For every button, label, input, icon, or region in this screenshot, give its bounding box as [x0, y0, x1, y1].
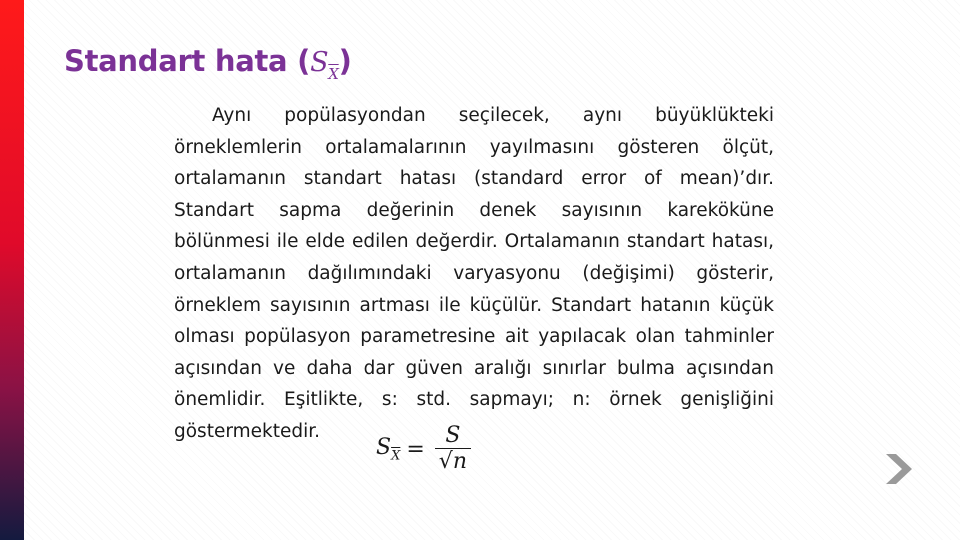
slide-title	[64, 44, 352, 88]
standard-error-formula	[376, 424, 471, 475]
formula-denominator: √n	[435, 448, 471, 475]
title-close: )	[338, 44, 352, 78]
accent-side-bar	[0, 0, 24, 540]
chevron-right-icon[interactable]	[884, 452, 914, 486]
formula-fraction	[435, 424, 471, 475]
title-symbol: $S_{\overline{X}}$	[310, 47, 339, 84]
formula-numerator: S	[445, 423, 461, 448]
body-paragraph: Aynı popülasyondan seçilecek, aynı büyüklükteki örneklemlerin ortalamalarının yayılmasını gösteren ölçüt, ortalamanın standart hatası (standard error of mean)’dır. Standart sapma değerinin denek sayısının kareköküne bölünmesi ile elde edilen değerdir. Ortalamanın standart hatası, ortalamanın dağılımındaki varyasyonu (değişimi) gösterir, örneklem sayısının artması ile küçülür. Standart hatanın küçük olması popülasyon parametresine ait yapılacak olan tahminler açısından ve daha dar güven aralığı sınırlar bulma açısından önemlidir. Eşitlikte, s: std. sapmayı; n: örnek genişliğini göstermektedir.	[174, 105, 774, 442]
title-text: Standart hata (	[64, 44, 311, 78]
formula-lhs: $S_{\overline{X}}$	[376, 435, 401, 464]
formula-equals: =	[406, 437, 425, 462]
